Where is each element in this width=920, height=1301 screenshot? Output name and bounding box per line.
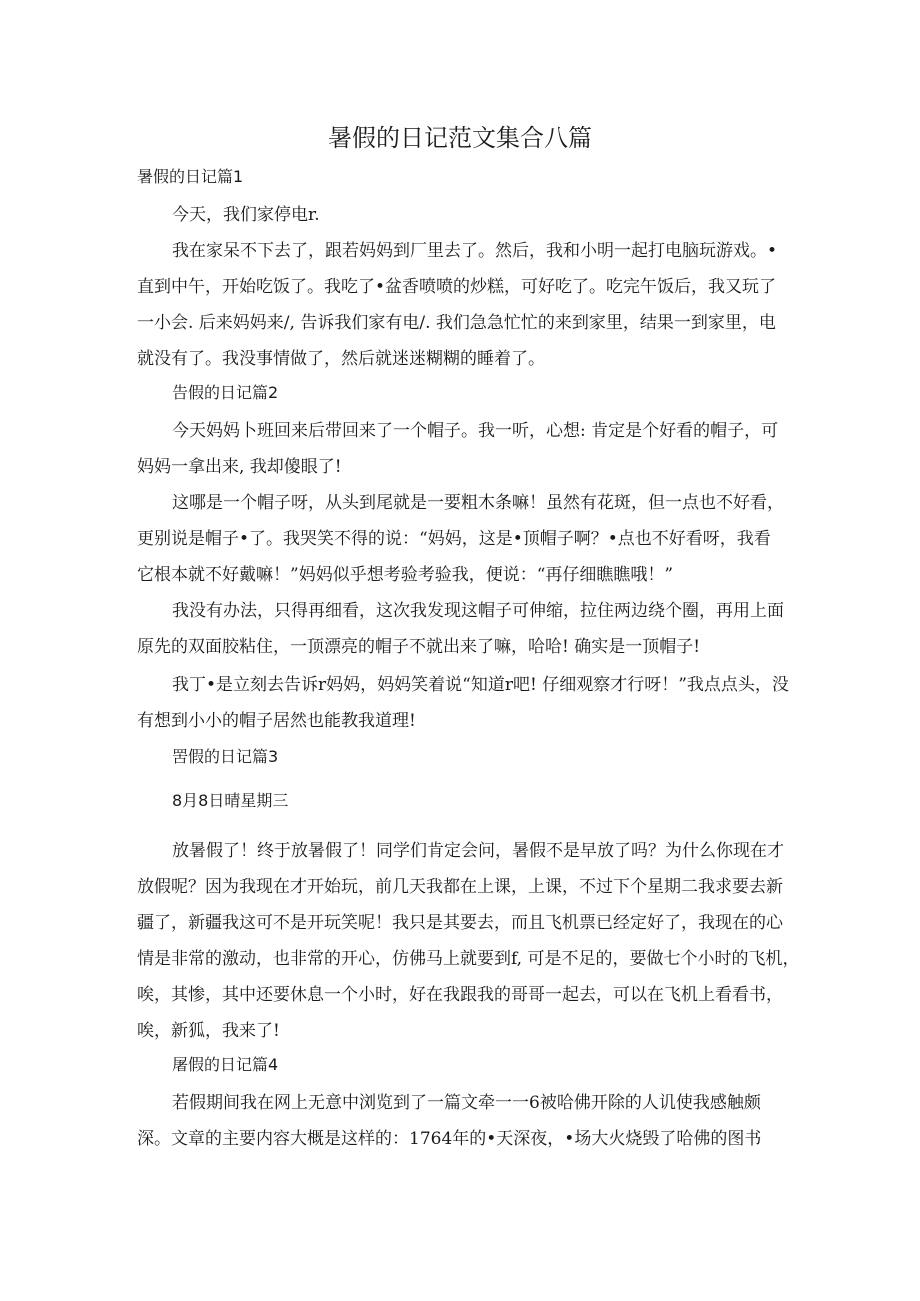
paragraph-line: 就没有了。我没事情做了，然后就迷迷糊糊的睡着了。 [137,349,545,369]
section-heading-3: 罟假的日记篇3 [172,747,279,766]
paragraph-line: 更别说是帽子•了。我哭笑不得的说：“妈妈，这是•顶帽子啊？•点也不好看呀，我看 [137,529,771,549]
paragraph-line: 我在家呆不下去了，跟若妈妈到厂里去了。然后，我和小明一起打电脑玩游戏。• [172,241,778,261]
paragraph-line: 今天，我们家停电r. [172,205,320,225]
section-heading-4: 屠假的日记篇4 [172,1055,279,1074]
paragraph-line: 它根本就不好戴嘛！”妈妈似乎想考验考验我，便说：“再仔细瞧瞧哦！” [137,565,674,585]
paragraph-line: 情是非常的激动，也非常的开心，仿佛马上就要到f, 可是不足的，要做七个小时的飞机， [137,949,800,969]
paragraph-line: 放暑假了！终于放暑假了！同学们肯定会问，暑假不是早放了吗？为什么你现在才 [172,841,784,861]
date-line: 8月8日晴星期三 [172,791,289,810]
paragraph-line: 我没有办法，只得再细看，这次我发现这帽子可伸缩，拉住两边绕个圈，再用上面 [172,601,784,621]
section-heading-2: 告假的日记篇2 [172,383,279,402]
section-heading-1: 暑假的日记篇1 [137,167,244,186]
paragraph-line: 有想到小小的帽子居然也能教我道理! [137,711,416,731]
paragraph-line: 一小会. 后来妈妈来/, 告诉我们家有电/. 我们急急忙忙的来到家里，结果一到家里，电 [137,313,776,333]
paragraph-line: 疆了，新疆我这可不是开玩笑呢！我只是其要去，而且飞机票已经定好了，我现在的心 [137,913,783,933]
paragraph-line: 深。文章的主要内容大概是这样的：1764年的•天深夜，•场大火烧毁了哈佛的图书 [137,1129,762,1149]
paragraph-line: 原先的双面胶粘住，一顶漂亮的帽子不就出来了嘛，哈哈! 确实是一顶帽子! [137,637,701,657]
paragraph-line: 妈妈一拿出来, 我却傻眼了! [137,457,342,477]
paragraph-line: 直到中午，开始吃饭了。我吃了•盆香喷喷的炒糕，可好吃了。吃完午饭后，我又玩了 [137,277,777,297]
page-title: 暑假的日记范文集合八篇 [328,124,592,152]
paragraph-line: 我丁•是立刻去告诉r妈妈，妈妈笑着说“知道r吧! 仔细观察才行呀！”我点点头，没 [172,675,789,695]
paragraph-line: 唉，其惨，其中还要休息一个小时，好在我跟我的哥哥一起去，可以在飞机上看看书， [137,985,783,1005]
paragraph-line: 若假期间我在网上无意中浏览到了一篇文牵一一6被哈佛开除的人讥使我感触颇 [172,1093,761,1113]
paragraph-line: 放假呢？因为我现在才开始玩，前几天我都在上课，上课，不过下个星期二我求要去新 [137,877,783,897]
paragraph-line: 今天妈妈卜班回来后带回来了一个帽子。我一听，心想: 肯定是个好看的帽子，可 [172,421,779,441]
paragraph-line: 这哪是一个帽子呀，从头到尾就是一要粗木条嘛！虽然有花斑，但一点也不好看， [172,493,784,513]
paragraph-line: 唉，新狐，我来了! [137,1021,280,1041]
